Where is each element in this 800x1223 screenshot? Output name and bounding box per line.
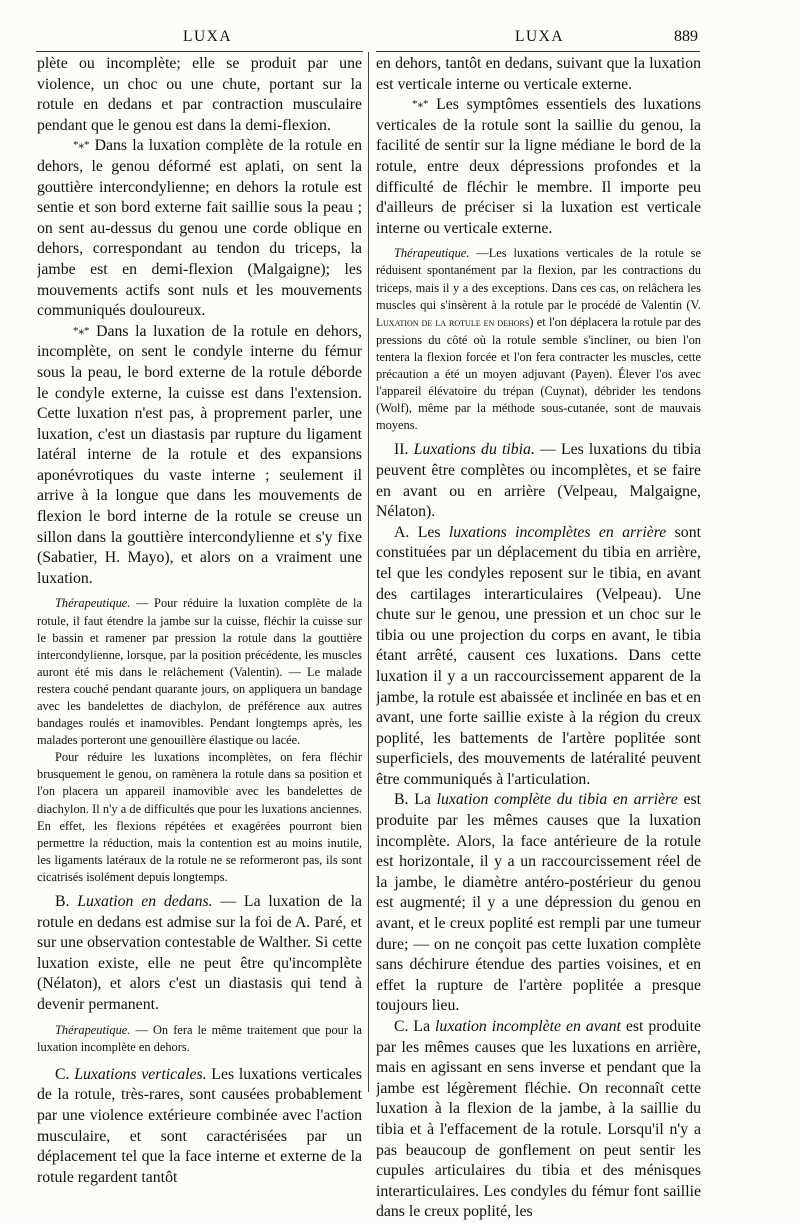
paragraph-vertical-symptoms: *⁎* Les symptômes essentiels des luxations verticales de la rotule sont la saillie du genou, la facilité de sentir sur la ligne médiane le bord de la rotule, entre deux dépressions profondes et la difficulté de fléchir le membre. Il importe peu d'ailleurs de préciser si la luxation est verticale interne ou verticale externe. — [376, 96, 701, 237]
section-title: luxations incomplètes en arrière — [448, 523, 667, 541]
paragraph-continuation: en dehors, tantôt en dedans, suivant que la luxation est verticale interne ou verticale externe. — [376, 55, 701, 93]
section-title: Luxations du tibia. — [413, 441, 535, 459]
section-title: luxation incomplète en avant — [435, 1018, 621, 1035]
left-column — [37, 54, 362, 1188]
paragraph-complete-backward: B. La luxation complète du tibia en arrière est produite par les mêmes causes que la luxation incomplète. Alors, la face antérieure de la rotule est horizontale, il y a un raccourcissement réel de la jambe, le diamètre antéro-postérieur du genou est augmenté; il y a une dépression du genou en avant, et le creux poplité est rempli par une tumeur dure; — on ne conçoit pas cette luxation complète sans déchirure étendue des parties voisines, et en effet la rupture de l'artère poplitée a presque toujours lieu. — [376, 791, 701, 1015]
paragraph-luxation-inward: B. Luxation en dedans. — La luxation de la rotule en dedans est admise sur la foi de A. Paré, et sur une observation contestable de Walther. Si cette luxation existe, elle ne peut être qu'incomplète (Nélaton), et alors c'est un diastasis qui tend à devenir permanent. — [37, 893, 362, 1013]
asterism-mark: *⁎* — [73, 139, 90, 152]
paragraph-therapeutics-3: Thérapeutique. — On fera le même traitement que pour la luxation incomplète en dehors. — [37, 1022, 362, 1054]
paragraph-incomplete-backward: A. Les luxations incomplètes en arrière sont constituées par un déplacement du tibia en arrière, tel que les condyles reposent sur le tibia, en avant des cartilages interarticulaires (Velpeau). Une chute sur le genou, une pression et un choc sur le tibia ou une projection du corps en avant, le tibia étant arrêté, causent ces luxations. Dans cette luxation il y a un raccourcissement apparent de la jambe, la rotule est abaissée et inclinée en bas et en avant, une forte saillie existe à la région du creux poplité, les battements de l'artère poplitée sont superficiels, des mouvements de latéralité peuvent être communiqués à l'articulation. — [376, 523, 701, 788]
running-head-right: LUXA — [515, 28, 565, 45]
column-divider — [368, 52, 369, 1092]
paragraph-continuation: plète ou incomplète; elle se produit par une violence, un choc ou une chute, portant sur la rotule en dedans et par contraction musculaire pendant que le genou est dans la demi-flexion. — [37, 55, 362, 134]
page-number: 889 — [674, 28, 698, 45]
paragraph-therapeutics-1: Thérapeutique. — Pour réduire la luxation complète de la rotule, il faut étendre la jambe sur la cuisse, fléchir la cuisse sur le bassin et ramener par pression la rotule dans la gouttière intercondylienne, lorsque, par la position précédente, les muscles auront été mis dans le relâchement (Valentin). — Le malade restera couché pendant quarante jours, on appliquera un bandage avec les bandelettes de diachylon, de préférence aux autres bandages roulés et inamovibles. Pendant longtemps après, les malades porteront une genouillère élastique ou lacée. — [37, 596, 362, 748]
running-head-left: LUXA — [183, 28, 233, 45]
therapeutics-label: Thérapeutique. — [55, 596, 131, 611]
paragraph-vertical-luxations: C. Luxations verticales. Les luxations verticales de la rotule, très-rares, sont causées probablement par une violence extérieure combinée avec l'action musculaire, et sont caractérisées par un déplacement tel que la face interne et externe de la rotule regardent tantôt — [37, 1065, 362, 1186]
cross-reference: Luxation de la rotule en dehors — [376, 316, 530, 329]
header-rule-left — [36, 51, 363, 52]
therapeutics-label: Thérapeutique. — [394, 246, 470, 261]
right-column — [376, 54, 701, 1223]
asterism-mark: *⁎* — [73, 324, 90, 337]
section-title: Luxations verticales. — [74, 1065, 207, 1083]
section-title: Luxation en dedans. — [77, 893, 213, 911]
paragraph-incomplete-forward: C. La luxation incomplète en avant est produite par les mêmes causes que les luxations en arrière, mais en agissant en sens inverse et pendant que la jambe est légèrement fléchie. On reconnaît cette luxation à la flexion de la jambe, à la saillie du tibia et à l'effacement de la rotule. Lorsqu'il n'y a pas beaucoup de gonflement on peut sentir les cupules articulaires du tibia et des ménisques interarticulaires. Les condyles du fémur font saillie dans le creux poplité, les — [376, 1018, 701, 1221]
asterism-mark: *⁎* — [412, 98, 429, 111]
section-title: luxation complète du tibia en arrière — [436, 791, 678, 809]
paragraph-therapeutics-2: Pour réduire les luxations incomplètes, on fera fléchir brusquement le genou, on ramènera la rotule dans sa position et l'on placera un appareil inamovible avec les bandelettes de diachylon. Il n'y a de difficultés que pour les luxations anciennes. En effet, les flexions répétées et exagérées pourront bien permettre la réduction, mais la contention est au moins inutile, les ligaments latéraux de la rotule ne se reformeront pas, ils sont cicatrisés isolément depuis longtemps. — [37, 750, 362, 884]
paragraph-therapeutics-vertical: Thérapeutique. —Les luxations verticales de la rotule se réduisent spontanément par la flexion, par les contractions du triceps, mais il y a des exceptions. Dans ces cas, on relâchera les muscles qui s'insèrent à la rotule par le procédé de Valentin (V. Luxation de la rotule en dehors) et l'on déplacera la rotule par des pressions du côté où la rotule semble s'incliner, ou bien l'on tentera la flexion forcée et l'on fera contracter les muscles, cette précaution a été un moyen adjuvant (Payen). Élever l'os avec l'appareil élévatoire du trépan (Cuynat), débrider les tendons (Wolf), même par la méthode sous-cutanée, sont de mauvais moyens. — [376, 246, 701, 433]
therapeutics-label: Thérapeutique. — [55, 1022, 131, 1037]
header-rule-right — [376, 51, 700, 52]
paragraph-incomplete-luxation-outward: *⁎* Dans la luxation de la rotule en dehors, incomplète, on sent le condyle interne du fémur sous la peau, le bord externe de la rotule déborde le condyle externe, la cuisse est dans l'extension. Cette luxation n'est pas, à proprement parler, une luxation, c'est un diastasis par rupture du ligament latéral interne de la rotule et des expansions aponévrotiques du vaste interne ; seulement il arrive à la longue que dans les mouvements de flexion le bord interne de la rotule se creuse un sillon dans la gouttière intercondylienne et s'y fixe (Sabatier, H. Mayo), et alors on a vraiment une luxation. — [37, 322, 362, 587]
paragraph-complete-luxation-outward: *⁎* Dans la luxation complète de la rotule en dehors, le genou déformé est aplati, on sent la gouttière intercondylienne; en dehors la rotule est sentie et son bord externe fait saillie sous la peau ; on sent au-dessus du genou une corde oblique en dehors, correspondant au tendon du triceps, la jambe est en demi-flexion (Malgaigne); les mouvements actifs sont nuls et les mouvements communiqués douloureux. — [37, 137, 362, 320]
paragraph-tibia-luxations: II. Luxations du tibia. — Les luxations du tibia peuvent être complètes ou incomplètes, et se faire en avant ou en arrière (Velpeau, Malgaigne, Nélaton). — [376, 441, 701, 521]
